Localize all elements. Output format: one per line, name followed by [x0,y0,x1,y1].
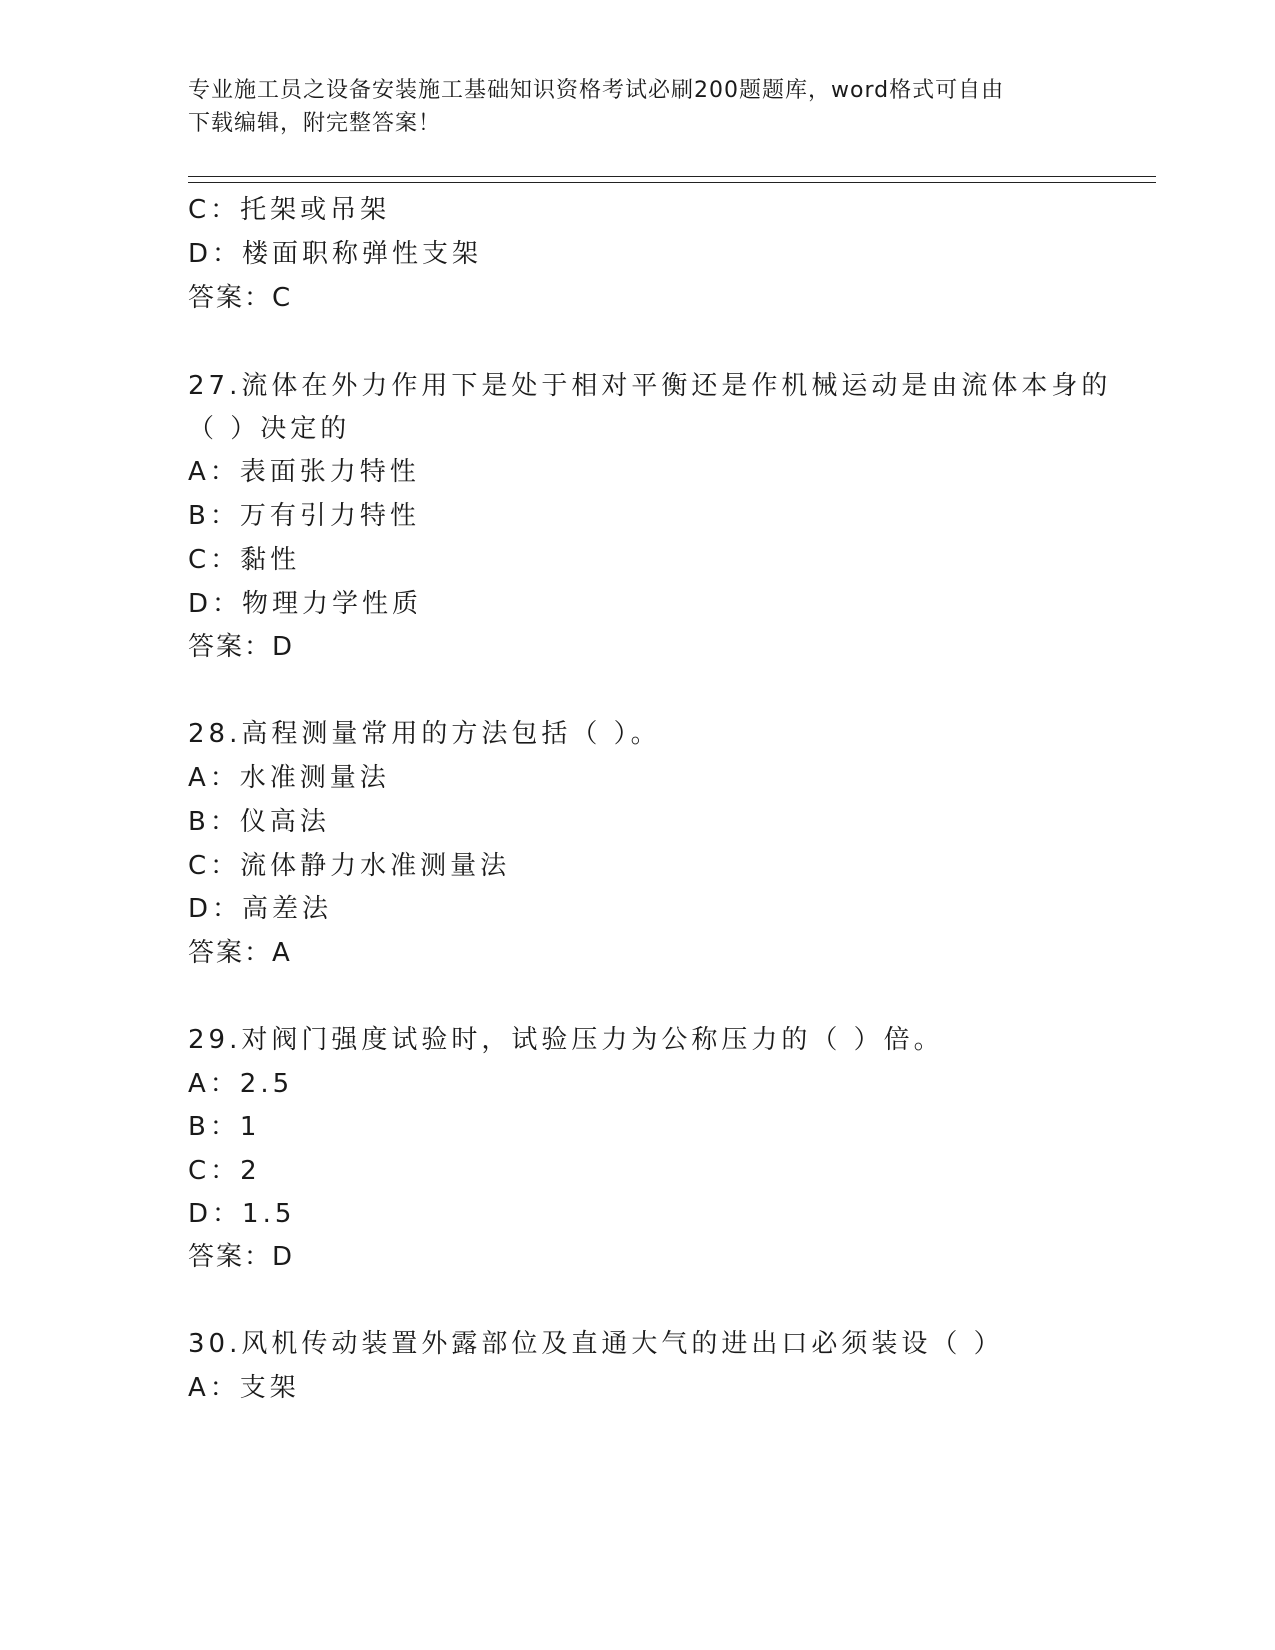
q29-option-a: A：2.5 [188,1069,294,1099]
q27-answer: 答案：D [188,632,295,662]
q27-option-c: C：黏性 [188,545,301,575]
q26-option-c: C：托架或吊架 [188,195,391,225]
q29-option-b: B：1 [188,1112,261,1142]
q30-stem: 30.风机传动装置外露部位及直通大气的进出口必须装设（ ） [188,1329,1004,1359]
q28-answer: 答案：A [188,938,292,968]
q28-option-a: A：水准测量法 [188,763,390,793]
q27-stem-line-2: （ ）决定的 [188,414,351,444]
header-line-1: 专业施工员之设备安装施工基础知识资格考试必刷200题题库，word格式可自由 [188,78,1005,103]
q28-option-b: B：仪高法 [188,807,330,837]
q27-stem-line-1: 27.流体在外力作用下是处于相对平衡还是作机械运动是由流体本身的 [188,371,1112,401]
document-header [188,74,1088,140]
q30-option-a: A：支架 [188,1373,300,1403]
header-divider-bottom [188,182,1156,183]
q28-option-d: D：高差法 [188,894,333,924]
q26-option-d: D：楼面职称弹性支架 [188,239,483,269]
q29-option-d: D：1.5 [188,1199,296,1229]
q29-option-c: C：2 [188,1156,261,1186]
q27-option-d: D：物理力学性质 [188,589,423,619]
q27-option-b: B：万有引力特性 [188,501,420,531]
header-divider-top [188,176,1156,177]
q28-option-c: C：流体静力水准测量法 [188,851,511,881]
q29-stem: 29.对阀门强度试验时，试验压力为公称压力的（ ）倍。 [188,1025,944,1055]
header-line-2: 下载编辑，附完整答案！ [188,111,442,136]
q29-answer: 答案：D [188,1242,295,1272]
q27-option-a: A：表面张力特性 [188,457,420,487]
q26-answer: 答案：C [188,283,293,313]
q28-stem: 28.高程测量常用的方法包括（ ）。 [188,719,661,749]
